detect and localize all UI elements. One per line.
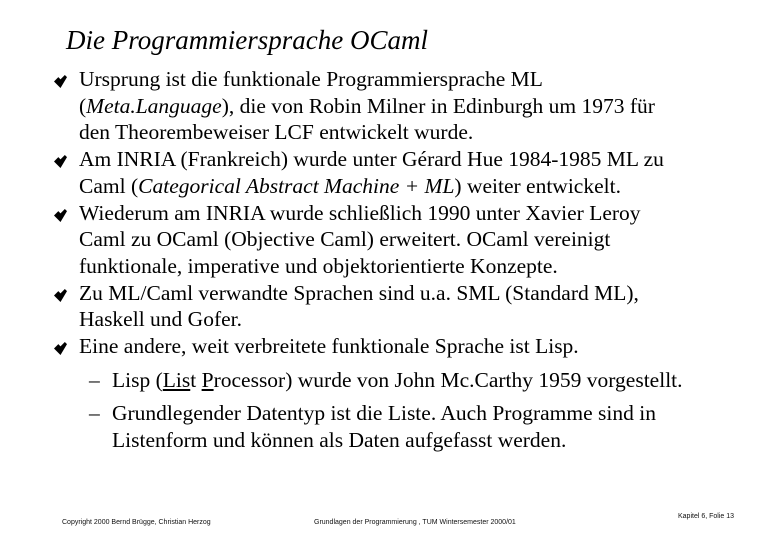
- bullet-list: [54, 66, 754, 454]
- slide-title: Die Programmiersprache OCaml: [66, 25, 428, 55]
- bullet-item: Zu ML/Caml verwandte Sprachen sind u.a. SML (Standard ML), Haskell und Gofer.: [54, 280, 754, 333]
- footer-page-number: Kapitel 6, Folie 13: [678, 513, 735, 520]
- footer-copyright: Copyright 2000 Bernd Brügge, Christian Herzog: [62, 519, 211, 526]
- dash-marker: –: [89, 401, 100, 426]
- bullet-item: Eine andere, weit verbreitete funktionale Sprache ist Lisp.: [54, 333, 754, 360]
- diamond-bullet-icon: [54, 342, 67, 355]
- diamond-bullet-icon: [54, 75, 67, 88]
- bullet-item: Am INRIA (Frankreich) wurde unter Gérard Hue 1984-1985 ML zu Caml (Categorical Abstract Machine + ML) weiter entwickelt.: [54, 146, 754, 199]
- footer-course: Grundlagen der Programmierung , TUM Wintersemester 2000/01: [314, 519, 516, 526]
- dash-marker: –: [89, 367, 100, 392]
- bullet-item: Wiederum am INRIA wurde schließlich 1990 unter Xavier Leroy Caml zu OCaml (Objective Caml) erweitert. OCaml vereinigt funktionale, imperative und objektorientierte Konzepte.: [54, 200, 754, 280]
- bullet-item: Ursprung ist die funktionale Programmiersprache ML (Meta.Language), die von Robin Milner in Edinburgh um 1973 für den Theorembeweiser LCF entwickelt wurde.: [54, 66, 754, 146]
- diamond-bullet-icon: [54, 155, 67, 168]
- diamond-bullet-icon: [54, 209, 67, 222]
- sub-bullet-item: – Grundlegender Datentyp ist die Liste. Auch Programme sind in Listenform und können als Daten aufgefasst werden.: [89, 401, 656, 453]
- sub-bullet-item: – Lisp (List Processor) wurde von John Mc.Carthy 1959 vorgestellt.: [89, 367, 683, 392]
- diamond-bullet-icon: [54, 289, 67, 302]
